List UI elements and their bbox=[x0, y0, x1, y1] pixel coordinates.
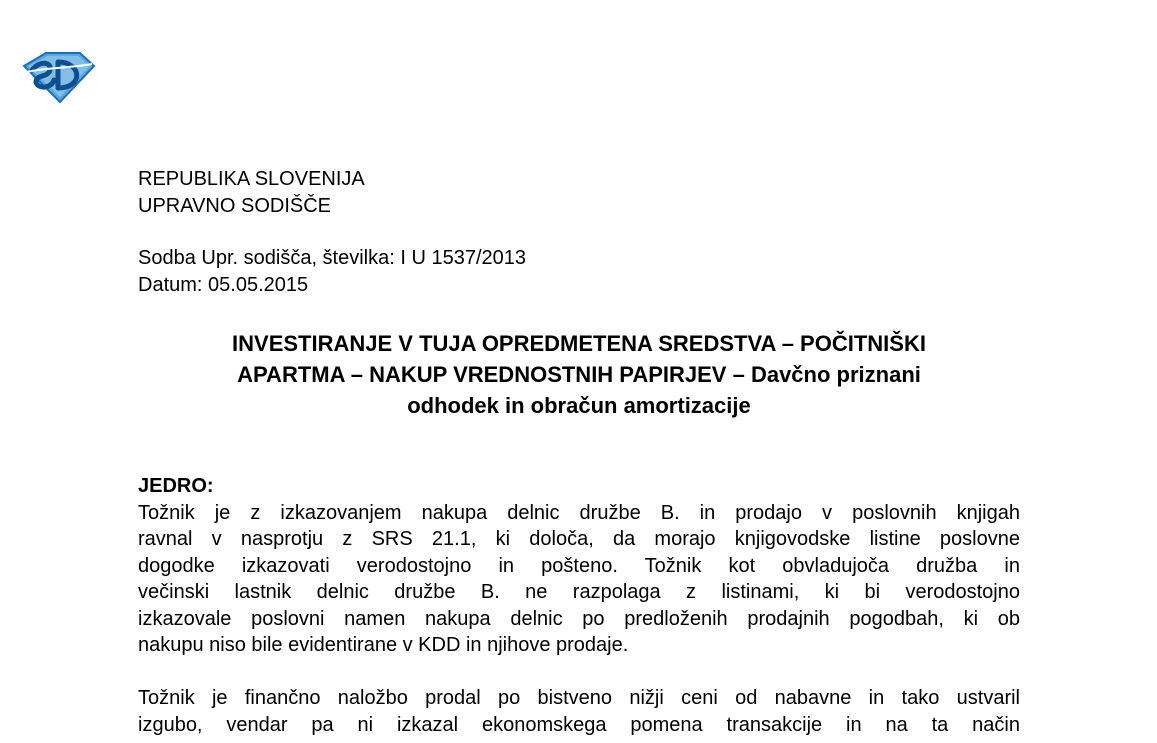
paragraph-line: Tožnik je finančno naložbo prodal po bistveno nižji ceni od nabavne in tako ustvaril bbox=[138, 687, 1020, 709]
court-name: UPRAVNO SODIŠČE bbox=[138, 195, 331, 217]
paragraph-line: večinski lastnik delnic družbe B. ne razpolaga z listinami, ki bi verodostojno bbox=[138, 581, 1020, 603]
paragraph-line: ravnal v nasprotju z SRS 21.1, ki določa, da morajo knjigovodske listine poslovne bbox=[138, 528, 1020, 550]
paragraph-line: izkazovale poslovni namen nakupa delnic po predloženih prodajnih pogodbah, ki ob bbox=[138, 607, 1020, 630]
court-logo-icon bbox=[22, 50, 96, 104]
title-line-1: INVESTIRANJE V TUJA OPREDMETENA SREDSTVA – POČITNIŠKI bbox=[232, 331, 926, 356]
title-line-3: odhodek in obračun amortizacije bbox=[407, 393, 751, 418]
jedro-heading: JEDRO: bbox=[138, 475, 214, 497]
document-title bbox=[138, 328, 1020, 421]
paragraph-line: nakupu niso bile evidentirane v KDD in njihove prodaje. bbox=[138, 634, 629, 656]
paragraph-line: Tožnik je z izkazovanjem nakupa delnic družbe B. in prodajo v poslovnih knjigah bbox=[138, 501, 1020, 524]
case-info bbox=[138, 245, 526, 299]
jedro-section bbox=[138, 473, 1020, 738]
document-header bbox=[138, 166, 365, 220]
jedro-paragraph-1 bbox=[138, 500, 1020, 659]
paragraph-line: izgubo, vendar pa ni izkazal ekonomskega pomena transakcije in na ta način bbox=[138, 713, 1020, 736]
paragraph-line: dogodke izkazovati verodostojno in pošteno. Tožnik kot obvladujoča družba in bbox=[138, 554, 1020, 577]
jedro-paragraph-2 bbox=[138, 685, 1020, 738]
judgment-number: Sodba Upr. sodišča, številka: I U 1537/2013 bbox=[138, 247, 527, 269]
country-label: REPUBLIKA SLOVENIJA bbox=[138, 168, 365, 190]
court-logo bbox=[22, 50, 96, 104]
judgment-date: Datum: 05.05.2015 bbox=[138, 274, 309, 296]
title-line-2: APARTMA – NAKUP VREDNOSTNIH PAPIRJEV – Davčno priznani bbox=[237, 362, 921, 387]
